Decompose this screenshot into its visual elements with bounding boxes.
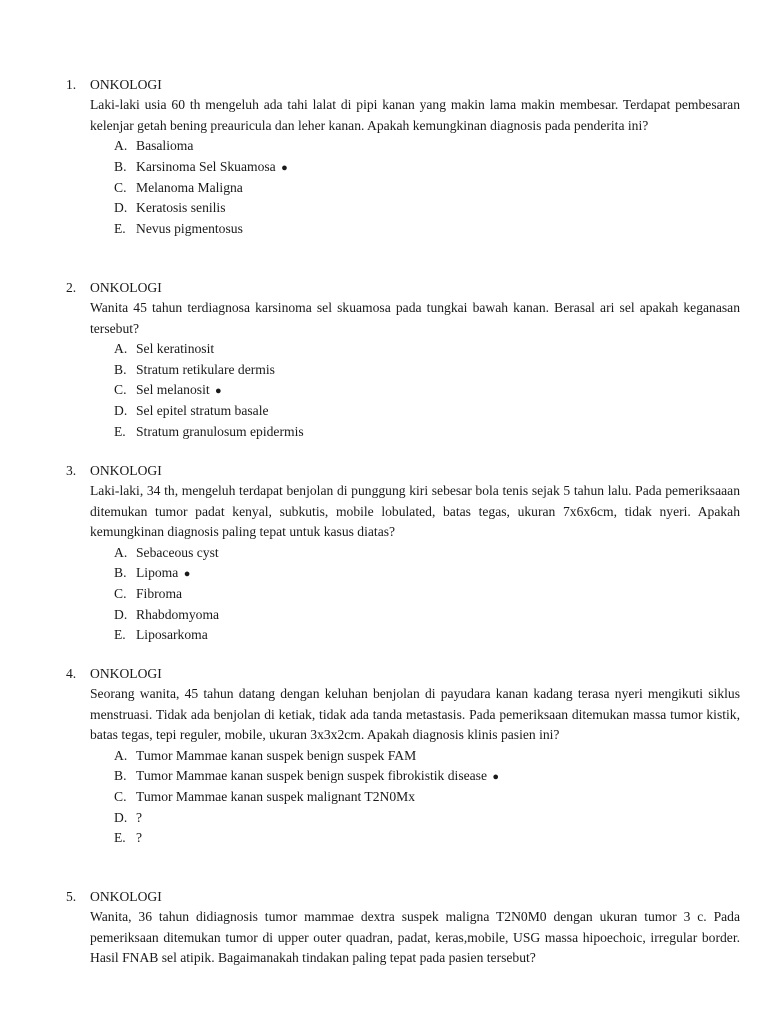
question-number: 4. xyxy=(66,666,77,681)
question-number: 1. xyxy=(66,77,77,92)
option-b: B. Tumor Mammae kanan suspek benign suspek fibrokistik disease ● xyxy=(114,768,500,784)
option-c: C. Sel melanosit ● xyxy=(114,382,222,398)
option-list xyxy=(114,746,740,849)
option-e: E. Nevus pigmentosus xyxy=(114,220,243,236)
question-category: ONKOLOGI xyxy=(90,889,162,904)
question-1 xyxy=(66,75,740,239)
option-d: D. Rhabdomyoma xyxy=(114,606,220,622)
option-a: A. Sebaceous cyst xyxy=(114,544,219,560)
option-c: C. Tumor Mammae kanan suspek malignant T2N0Mx xyxy=(114,789,416,805)
question-category: ONKOLOGI xyxy=(90,666,162,681)
option-e: E. Stratum granulosum epidermis xyxy=(114,423,304,439)
question-number: 3. xyxy=(66,463,77,478)
option-list xyxy=(114,339,740,442)
option-list xyxy=(114,543,740,646)
question-category: ONKOLOGI xyxy=(90,463,162,478)
question-text: Seorang wanita, 45 tahun datang dengan keluhan benjolan di payudara kanan kadang terasa nyeri mengikuti siklus menstruasi. Tidak ada benjolan di ketiak, tidak ada tanda metastasis. Pada pemeriksaan ditemukan massa tumor kistik, batas tegas, tepi reguler, mobile, ukuran 3x3x2cm. Apakah diagnosis klinis pasien ini? xyxy=(90,686,740,743)
option-b: B. Lipoma ● xyxy=(114,565,191,581)
option-a: A. Tumor Mammae kanan suspek benign suspek FAM xyxy=(114,747,417,763)
option-b: B. Stratum retikulare dermis xyxy=(114,361,275,377)
answer-mark-icon: ● xyxy=(215,385,222,398)
answer-mark-icon: ● xyxy=(183,568,191,581)
question-text: Laki-laki usia 60 th mengeluh ada tahi lalat di pipi kanan yang makin lama makin membesar. Terdapat pembesaran kelenjar getah bening preauricula dan leher kanan. Apakah kemungkinan diagnosis pada penderita ini? xyxy=(90,97,740,133)
option-e: E. Liposarkoma xyxy=(114,627,208,643)
question-number: 5. xyxy=(66,889,77,904)
option-c: C. Melanoma Maligna xyxy=(114,180,243,196)
option-d: D. ? xyxy=(114,809,143,825)
question-text: Wanita 45 tahun terdiagnosa karsinoma sel skuamosa pada tungkai bawah kanan. Berasal ari sel apakah keganasan tersebut? xyxy=(90,300,740,336)
option-a: A. Basalioma xyxy=(114,138,194,154)
question-5 xyxy=(66,887,740,969)
question-2 xyxy=(66,278,740,442)
question-3 xyxy=(66,461,740,646)
answer-mark-icon: ● xyxy=(492,771,500,784)
question-4 xyxy=(66,664,740,849)
question-category: ONKOLOGI xyxy=(90,280,162,295)
answer-mark-icon: ● xyxy=(281,161,288,174)
option-b: B. Karsinoma Sel Skuamosa ● xyxy=(114,158,288,174)
option-a: A. Sel keratinosit xyxy=(114,341,215,357)
option-c: C. Fibroma xyxy=(114,586,183,602)
option-list xyxy=(114,136,740,239)
question-category: ONKOLOGI xyxy=(90,77,162,92)
option-d: D. Keratosis senilis xyxy=(114,200,226,216)
question-number: 2. xyxy=(66,280,77,295)
question-text: Laki-laki, 34 th, mengeluh terdapat benjolan di punggung kiri sebesar bola tenis sejak 5 tahun lalu. Pada pemeriksaaan ditemukan tumor padat kenyal, subkutis, mobile lobulated, batas tegas, ukuran 7x6x6cm, tidak nyeri. Apakah kemungkinan diagnosis paling tepat untuk kasus diatas? xyxy=(90,483,740,540)
option-e: E. ? xyxy=(114,830,143,846)
option-d: D. Sel epitel stratum basale xyxy=(114,403,269,419)
question-text: Wanita, 36 tahun didiagnosis tumor mammae dextra suspek maligna T2N0M0 dengan ukuran tumor 3 c. Pada pemeriksaan ditemukan tumor di upper outer quadran, padat, keras,mobile, USG massa hipoechoic, irregular border. Hasil FNAB sel atipik. Bagaimanakah tindakan paling tepat pada pasien tersebut? xyxy=(90,909,740,966)
